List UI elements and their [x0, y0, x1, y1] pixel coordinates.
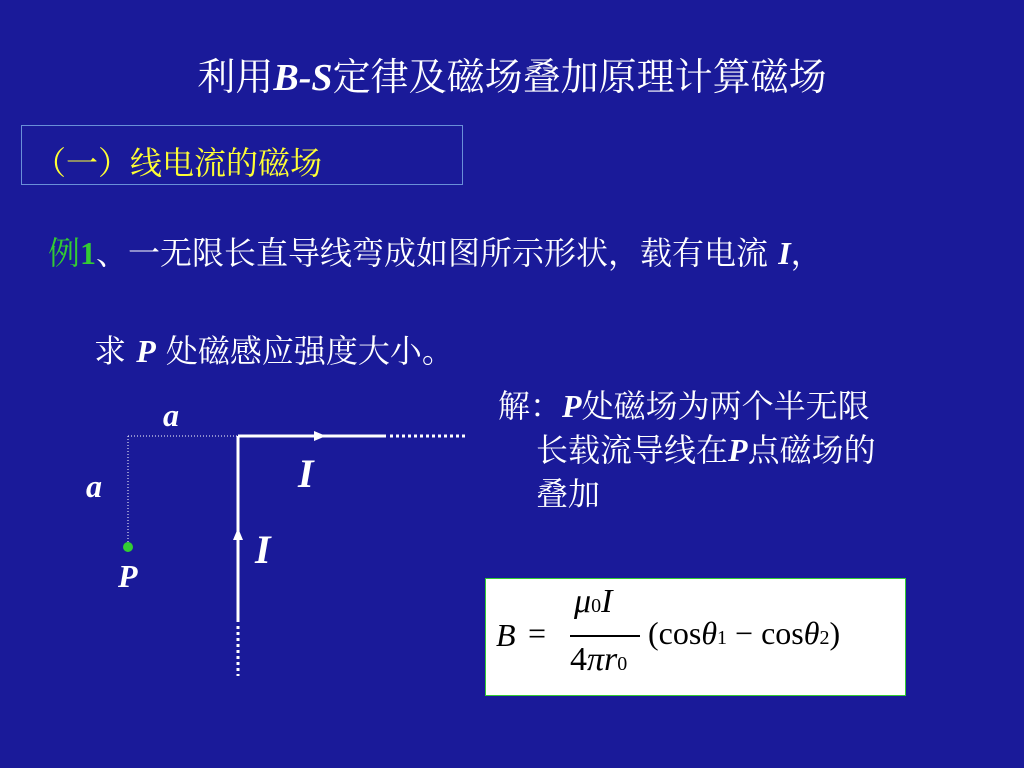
formula-mu-sub: 0 — [591, 595, 602, 617]
label-a-top: a — [163, 397, 179, 433]
example-text: 、一无限长直导线弯成如图所示形状，载有电流 — [96, 234, 779, 272]
solution-line-2-post: 点磁场的 — [747, 431, 876, 469]
formula-current: I — [601, 583, 613, 620]
example-tag-number: 1 — [80, 235, 97, 271]
formula-equals: = — [528, 615, 547, 651]
example-tag-word: 例 — [48, 234, 81, 272]
title-suffix: 定律及磁场叠加原理计算磁场 — [332, 55, 827, 99]
solution-line-3: 叠加 — [536, 475, 601, 513]
solution-line-2-pre: 长载流导线在 — [536, 431, 729, 469]
solution-line-1-text: 处磁场为两个半无限 — [581, 387, 870, 425]
formula-fraction-bar — [570, 635, 640, 637]
title-emphasis: B-S — [273, 57, 333, 99]
question-suffix: 处磁感应强度大小。 — [155, 332, 454, 370]
example-comma: ， — [790, 234, 823, 272]
solution-point: P — [562, 388, 582, 424]
horizontal-current-arrow — [314, 431, 326, 441]
title-prefix: 利用 — [197, 55, 274, 99]
formula-mu: μ — [574, 583, 592, 620]
point-p-dot — [123, 542, 133, 552]
formula-theta2-sub: 2 — [819, 627, 830, 649]
section-header-label: （一）线电流的磁场 — [34, 144, 323, 182]
formula-minus-cos2: − cos — [735, 615, 804, 651]
question-prefix: 求 — [94, 332, 137, 370]
label-p: P — [118, 558, 138, 594]
label-a-left: a — [86, 468, 102, 504]
vertical-current-arrow — [233, 528, 243, 540]
label-i-vertical: I — [255, 527, 271, 572]
formula-theta2: θ — [803, 615, 820, 651]
solution-line-2-point: P — [728, 432, 748, 468]
formula-denominator — [570, 641, 627, 679]
formula-numerator — [574, 583, 612, 621]
formula-theta1: θ — [701, 615, 718, 651]
formula-parenthetical — [648, 615, 840, 652]
formula-box — [485, 578, 906, 696]
formula-paren-close: ) — [829, 615, 841, 651]
formula-theta1-sub: 1 — [717, 627, 728, 649]
formula-four: 4 — [570, 641, 587, 678]
formula-r: r — [604, 641, 618, 678]
label-i-horizontal: I — [298, 451, 314, 496]
question-point: P — [136, 333, 156, 369]
formula-cos1: (cos — [648, 615, 702, 651]
example-current-symbol: I — [778, 235, 791, 271]
formula-r-sub: 0 — [617, 653, 628, 675]
formula-lhs-symbol: B — [496, 617, 516, 653]
solution-prefix: 解： — [498, 387, 563, 425]
formula-lhs — [496, 617, 516, 654]
formula-pi: π — [587, 641, 605, 678]
